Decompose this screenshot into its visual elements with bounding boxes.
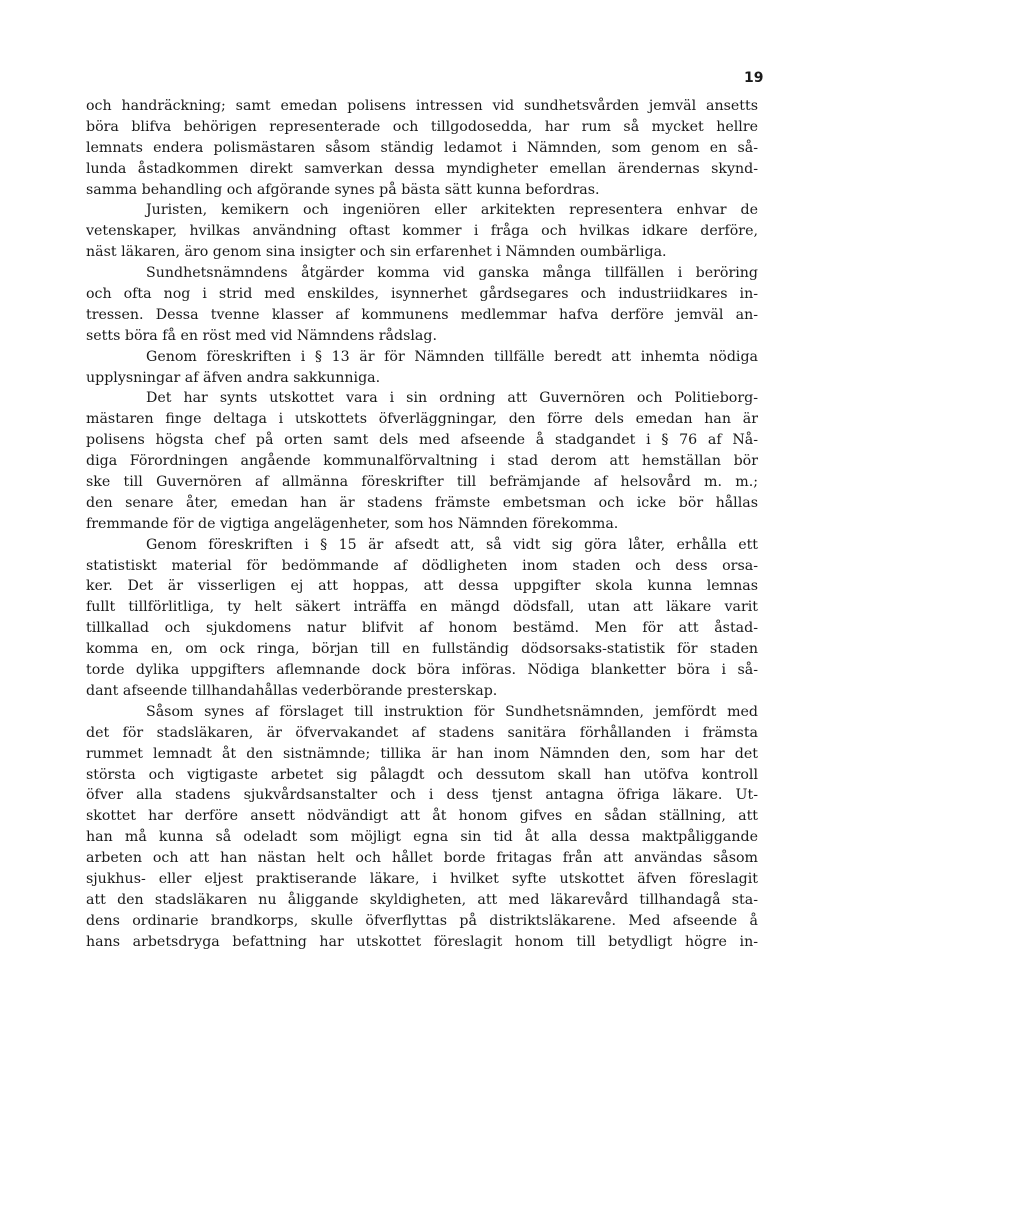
text-line: vetenskaper, hvilkas användning oftast kommer i fråga och hvilkas idkare derföre, xyxy=(86,223,758,240)
text-line: ker. Det är visserligen ej att hoppas, att dessa uppgifter skola kunna lemnas xyxy=(86,578,758,595)
text-line: setts böra få en röst med vid Nämndens rådslag. xyxy=(86,327,437,344)
text-line: diga Förordningen angående kommunalförvaltning i stad derom att hemställan bör xyxy=(86,453,758,470)
text-line: dens ordinarie brandkorps, skulle öfverflyttas på distriktsläkarene. Med afseende å xyxy=(86,912,758,929)
text-line: Juristen, kemikern och ingeniören eller arkitekten representera enhvar de xyxy=(146,202,758,219)
text-line: fremmande för de vigtiga angelägenheter, som hos Nämnden förekomma. xyxy=(86,515,619,532)
text-line: näst läkaren, äro genom sina insigter och sin erfarenhet i Nämnden oumbärliga. xyxy=(86,244,667,261)
text-line: hans arbetsdryga befattning har utskottet föreslagit honom till betydligt högre in- xyxy=(86,933,758,950)
text-line: Sundhetsnämndens åtgärder komma vid ganska många tillfällen i beröring xyxy=(146,265,758,282)
text-line: polisens högsta chef på orten samt dels med afseende å stadgandet i § 76 af Nå- xyxy=(86,432,758,449)
text-line: att den stadsläkaren nu åliggande skyldigheten, att med läkarevård tillhandagå sta- xyxy=(86,891,758,908)
text-line: lemnats endera polismästaren såsom ständig ledamot i Nämnden, som genom en så- xyxy=(86,139,758,156)
text-line: dant afseende tillhandahållas vederbörande presterskap. xyxy=(86,682,498,699)
text-line: arbeten och att han nästan helt och hållet borde fritagas från att användas såsom xyxy=(86,850,758,867)
text-line: största och vigtigaste arbetet sig pålagdt och dessutom skall han utöfva kontroll xyxy=(86,766,758,783)
text-line: det för stadsläkaren, är öfvervakandet af stadens sanitära förhållanden i främsta xyxy=(86,724,758,741)
text-line: rummet lemnadt åt den sistnämnde; tillika är han inom Nämnden den, som har det xyxy=(86,745,758,762)
text-line: upplysningar af äfven andra sakkunniga. xyxy=(86,369,381,386)
text-line: Det har synts utskottet vara i sin ordning att Guvernören och Politieborg- xyxy=(146,390,758,407)
text-line: tressen. Dessa tvenne klasser af kommunens medlemmar hafva derföre jemväl an- xyxy=(86,306,758,323)
text-line: den senare åter, emedan han är stadens främste embetsman och icke bör hållas xyxy=(86,494,758,511)
text-line: och handräckning; samt emedan polisens intressen vid sundhetsvården jemväl ansetts xyxy=(86,98,758,114)
page-number: 19 xyxy=(744,70,764,86)
text-line: öfver alla stadens sjukvårdsanstalter och i dess tjenst antagna öfriga läkare. Ut- xyxy=(86,787,758,804)
text-line: och ofta nog i strid med enskildes, isynnerhet gårdsegares och industriidkares in- xyxy=(86,286,758,303)
text-line: torde dylika uppgifters aflemnande dock böra införas. Nödiga blanketter böra i så- xyxy=(86,662,758,679)
text-line: samma behandling och afgörande synes på bästa sätt kunna befordras. xyxy=(86,181,600,198)
text-line: statistiskt material för bedömmande af dödligheten inom staden och dess orsa- xyxy=(86,557,758,574)
text-line: ske till Guvernören af allmänna föreskrifter till befrämjande af helsovård m. m.; xyxy=(86,474,758,491)
text-line: mästaren finge deltaga i utskottets öfverläggningar, den förre dels emedan han är xyxy=(86,411,758,428)
body-text xyxy=(86,96,758,953)
text-line: skottet har derföre ansett nödvändigt att åt honom gifves en sådan ställning, att xyxy=(86,808,758,825)
text-line: fullt tillförlitliga, ty helt säkert inträffa en mängd dödsfall, utan att läkare varit xyxy=(86,599,758,616)
text-line: han må kunna så odeladt som möjligt egna sin tid åt alla dessa maktpåliggande xyxy=(86,829,758,846)
text-line: komma en, om ock ringa, början till en fullständig dödsorsaks-statistik för staden xyxy=(86,641,758,658)
text-line: Genom föreskriften i § 15 är afsedt att, så vidt sig göra låter, erhålla ett xyxy=(146,536,758,553)
text-line: Såsom synes af förslaget till instruktion för Sundhetsnämnden, jemfördt med xyxy=(146,703,758,720)
text-line: böra blifva behörigen representerade och tillgodosedda, har rum så mycket hellre xyxy=(86,118,758,135)
text-line: Genom föreskriften i § 13 är för Nämnden tillfälle beredt att inhemta nödiga xyxy=(146,348,758,365)
text-line: tillkallad och sjukdomens natur blifvit af honom bestämd. Men för att åstad- xyxy=(86,620,758,637)
text-line: sjukhus- eller eljest praktiserande läkare, i hvilket syfte utskottet äfven föreslagit xyxy=(86,870,758,887)
text-line: lunda åstadkommen direkt samverkan dessa myndigheter emellan ärendernas skynd- xyxy=(86,160,758,177)
